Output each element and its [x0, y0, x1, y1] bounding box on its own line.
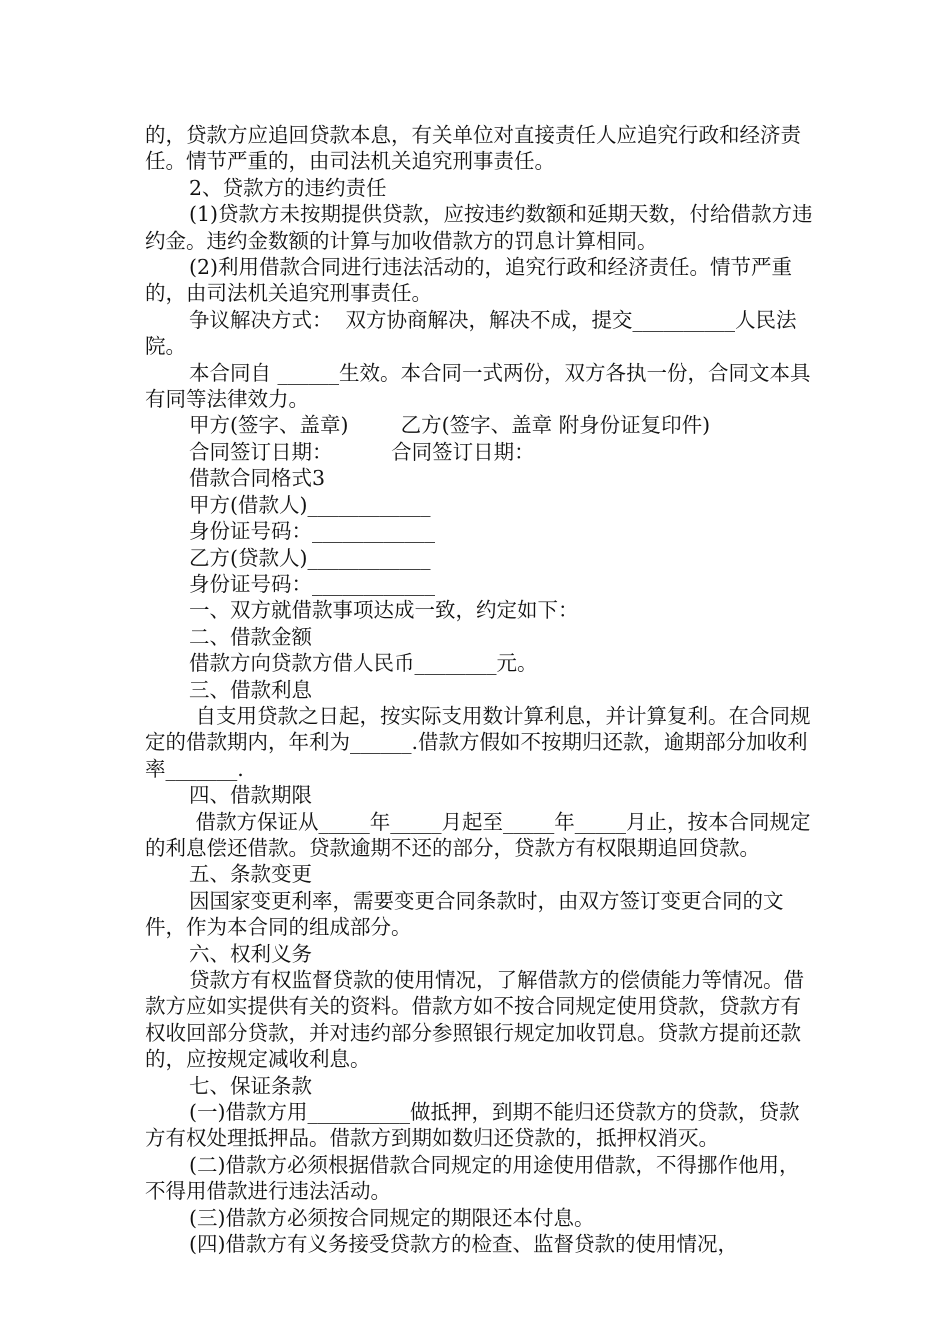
paragraph: (三)借款方必须按合同规定的期限还本付息。 — [189, 1205, 595, 1230]
paragraph: 贷款方有权监督贷款的使用情况，了解借款方的偿债能力等情况。借款方应如实提供有关的资料。借款方如不按合同规定使用贷款，贷款方有权收回部分贷款，并对违约部分参照银行规定加收罚息。贷款方提前还款的，应按规定减收利息。 — [145, 968, 804, 1072]
paragraph: (2)利用借款合同进行违法活动的，追究行政和经济责任。情节严重的，由司法机关追究刑事责任。 — [145, 255, 793, 306]
paragraph: 借款方保证从_____年_____月起至_____年_____月止，按本合同规定的利息偿还借款。贷款逾期不还的部分，贷款方有权限期追回贷款。 — [145, 809, 811, 860]
form-field-line: 甲方(借款人)____________ — [189, 492, 431, 517]
section-heading: 三、借款利息 — [189, 677, 312, 702]
paragraph: 因国家变更利率，需要变更合同条款时，由双方签订变更合同的文件，作为本合同的组成部分。 — [145, 888, 784, 940]
paragraph: (1)贷款方未按期提供贷款，应按违约数额和延期天数，付给借款方违约金。违约金数额的计算与加收借款方的罚息计算相同。 — [145, 202, 813, 253]
paragraph: 本合同自 ______生效。本合同一式两份，双方各执一份，合同文本具有同等法律效力。 — [145, 360, 811, 412]
paragraph: 自支用贷款之日起，按实际支用数计算利息，并计算复利。在合同规定的借款期内，年利为______.借款方假如不按期归还款，逾期部分加收利率_______. — [145, 703, 811, 781]
form-field-line: 身份证号码：____________ — [189, 519, 435, 544]
section-heading: 七、保证条款 — [189, 1073, 312, 1098]
section-heading: 四、借款期限 — [189, 783, 312, 808]
section-heading: 五、条款变更 — [189, 862, 312, 887]
paragraph: (一)借款方用__________做抵押，到期不能归还贷款方的贷款，贷款方有权处理抵押品。借款方到期如数归还贷款的，抵押权消灭。 — [145, 1100, 800, 1151]
section-heading: 一、双方就借款事项达成一致，约定如下： — [189, 598, 579, 623]
document-title: 借款合同格式3 — [189, 466, 326, 491]
signature-line: 甲方(签字、盖章) 乙方(签字、盖章 附身份证复印件) — [189, 413, 711, 438]
paragraph: 借款方向贷款方借人民币________元。 — [189, 651, 538, 676]
section-heading: 六、权利义务 — [189, 941, 312, 966]
form-field-line: 身份证号码：____________ — [189, 571, 435, 596]
section-heading: 二、借款金额 — [189, 624, 312, 649]
signing-date-line: 合同签订日期： 合同签订日期： — [189, 439, 535, 464]
paragraph: 的，贷款方应追回贷款本息，有关单位对直接责任人应追究行政和经济责任。情节严重的，由司法机关追究刑事责任。 — [145, 123, 801, 174]
section-heading: 2、贷款方的违约责任 — [189, 175, 387, 200]
paragraph: 争议解决方式： 双方协商解决，解决不成，提交__________人民法院。 — [145, 307, 797, 359]
paragraph: (四)借款方有义务接受贷款方的检查、监督贷款的使用情况， — [189, 1232, 738, 1257]
form-field-line: 乙方(贷款人)____________ — [189, 545, 431, 570]
document-body — [145, 122, 813, 1257]
paragraph: (二)借款方必须根据借款合同规定的用途使用借款，不得挪作他用，不得用借款进行违法活动。 — [145, 1152, 800, 1204]
